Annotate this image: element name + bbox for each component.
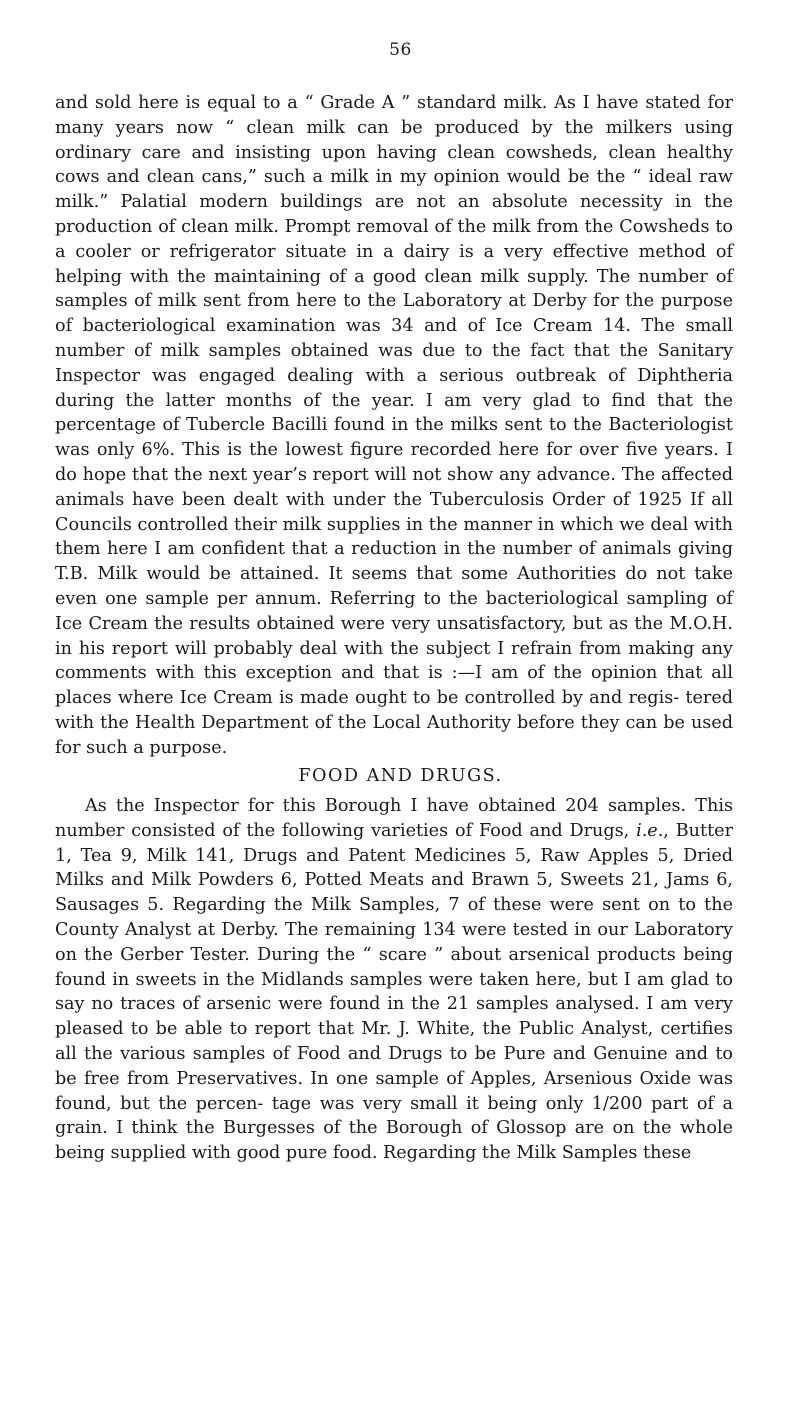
paragraph-text-start: As the Inspector for this Borough I have obtained 204 samples. This number consisted of the following varieties of Food and Drugs, [55,796,733,841]
page-number: 56 [389,40,412,60]
paragraph-milk-samples: and sold here is equal to a “ Grade A ” standard milk. As I have stated for many years now “ clean milk can be produced by the milkers using ordinary care and insisting upon having clean cowsheds, clean healthy cows and clean cans,” such a milk in my opinion would be the “ ideal raw milk.” Palatial modern buildings are not an absolute necessity in the production of clean milk. Prompt removal of the milk from the Cowsheds to a cooler or refrigerator situate in a dairy is a very effective method of helping with the maintaining of a good clean milk supply. The number of samples of milk sent from here to the Laboratory at Derby for the purpose of bacteriological examination was 34 and of Ice Cream 14. The small number of milk samples obtained was due to the fact that the Sanitary Inspector was engaged dealing with a serious outbreak of Diphtheria during the latter months of the year. I am very glad to find that the percentage of Tubercle Bacilli found in the milks sent to the Bacteriologist was only 6%. This is the lowest figure recorded here for over five years. I do hope that the next year’s report will not show any advance. The affected animals have been dealt with under the Tuberculosis Order of 1925 If all Councils controlled their milk supplies in the manner in which we deal with them here I am confident that a reduction in the number of animals giving T.B. Milk would be attained. It seems that some Authorities do not take even one sample per annum. Referring to the bacteriological sampling of Ice Cream the results obtained were very unsatisfactory, but as the M.O.H. in his report will probably deal with the subject I refrain from making any comments with this exception and that is :—I am of the opinion that all places where Ice Cream is made ought to be controlled by and regis- tered with the Health Department of the Local Authority before they can be used for such a purpose. [55,93,733,758]
section-heading-food-and-drugs: FOOD AND DRUGS. [298,766,503,786]
paragraph-text-rest: , Butter 1, Tea 9, Milk 141, Drugs and Patent Medicines 5, Raw Apples 5, Dried Milks and Milk Powders 6, Potted Meats and Brawn 5, Sweets 21, Jams 6, Sausages 5. Regarding the Milk Samples, 7 of these were sent on to the County Analyst at Derby. The remaining 134 were tested in our Laboratory on the Gerber Tester. During the “ scare ” about arsenical products being found in sweets in the Midlands samples were taken here, but I am glad to say no traces of arsenic were found in the 21 samples analysed. I am very pleased to be able to report that Mr. J. White, the Public Analyst, certifies all the various samples of Food and Drugs to be Pure and Genuine and to be free from Preservatives. In one sample of Apples, Arsenious Oxide was found, but the percen- tage was very small it being only 1/200 part of a grain. I think the Burgesses of the Borough of Glossop are on the whole being supplied with good pure food. Regarding the Milk Samples these [55,820,733,1164]
paragraph-text-italic: i.e. [636,820,664,841]
paragraph-food-and-drugs [55,794,733,1166]
